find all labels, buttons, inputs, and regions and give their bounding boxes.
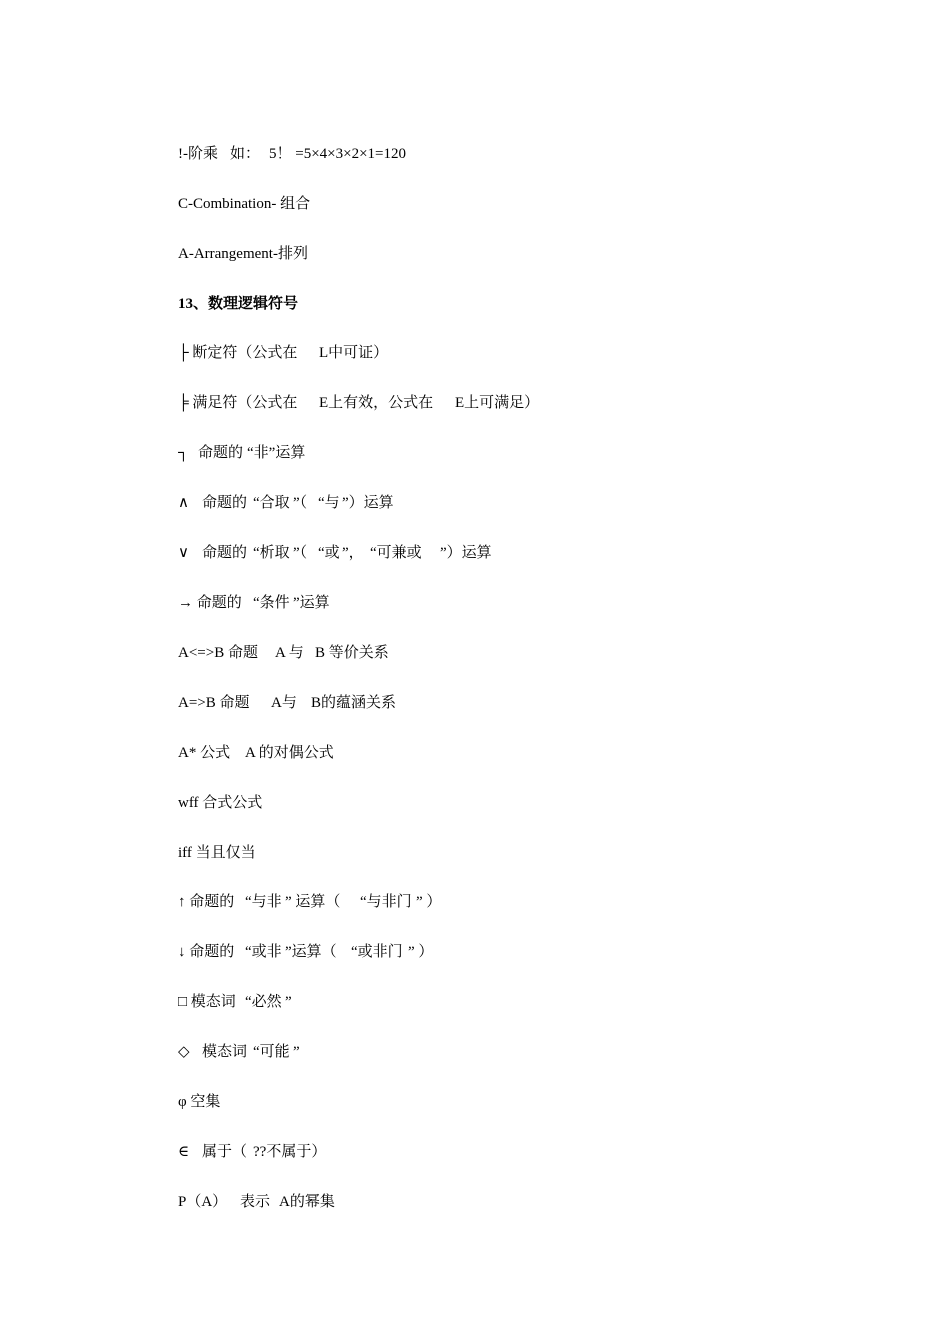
- line-text: P（A）: [178, 1194, 228, 1210]
- line-text: ”）运算: [342, 495, 394, 511]
- line-text: 如：: [230, 146, 261, 162]
- line-text: A-Arrangement-排列: [178, 246, 308, 262]
- line-text: ∨: [178, 545, 189, 561]
- line-text: iff 当且仅当: [178, 845, 256, 861]
- line-arrangement: [178, 245, 308, 299]
- line-text: φ 空集: [178, 1094, 221, 1110]
- line-text: ╞ 满足符（公式在: [178, 395, 298, 411]
- line-power-set: [178, 1193, 335, 1283]
- line-text: ”: [293, 1044, 300, 1060]
- line-text: “或: [318, 545, 340, 561]
- line-text: ”（: [293, 495, 308, 511]
- line-text: ” ）: [416, 894, 442, 910]
- line-text: A* 公式: [178, 745, 231, 761]
- section-heading: [178, 295, 299, 349]
- line-text: □ 模态词: [178, 994, 236, 1010]
- line-text: 模态词: [202, 1044, 248, 1060]
- line-text: ”运算（: [285, 944, 337, 960]
- line-text: “与非门: [360, 894, 412, 910]
- line-text: “可能: [253, 1044, 290, 1060]
- line-text: ↓ 命题的: [178, 944, 235, 960]
- line-text: 命题的: [202, 495, 248, 511]
- line-text: 属于（: [202, 1144, 248, 1160]
- line-combination: [178, 195, 311, 249]
- heading-text: 13、数理逻辑符号: [178, 296, 299, 312]
- line-text: “与: [318, 495, 340, 511]
- line-text: “必然: [245, 994, 282, 1010]
- line-text: ∧: [178, 495, 189, 511]
- line-text: A 与: [275, 645, 304, 661]
- line-text: “非”运算: [247, 445, 306, 461]
- line-text: L中可证）: [319, 345, 389, 361]
- line-text: ??不属于）: [253, 1144, 327, 1160]
- line-text: A<=>B 命题: [178, 645, 258, 661]
- line-text: ”，: [342, 545, 364, 561]
- line-text: A=>B 命题: [178, 695, 250, 711]
- line-iff: [178, 844, 256, 898]
- line-text: A的幂集: [279, 1194, 335, 1210]
- line-text: B的蕴涵关系: [311, 695, 397, 711]
- line-text: 命题的: [198, 445, 244, 461]
- line-text: ”: [285, 994, 292, 1010]
- line-text: ”）运算: [440, 545, 492, 561]
- line-text: ┐: [178, 445, 189, 461]
- line-text: ”运算: [293, 595, 330, 611]
- line-wff: [178, 794, 263, 848]
- line-text: “或非门: [351, 944, 403, 960]
- line-text: 表示: [240, 1194, 271, 1210]
- line-text: “可兼或: [370, 545, 422, 561]
- line-text: 5！ =5×4×3×2×1=120: [269, 146, 407, 162]
- line-text: A与: [271, 695, 297, 711]
- line-text: C-Combination- 组合: [178, 196, 311, 212]
- line-text: ◇: [178, 1044, 190, 1060]
- line-text: “或非: [245, 944, 282, 960]
- line-empty-set: [178, 1093, 221, 1147]
- line-text: 命题的: [202, 545, 248, 561]
- line-text: B 等价关系: [315, 645, 389, 661]
- line-text: → 命题的: [178, 595, 242, 611]
- line-text: ↑ 命题的: [178, 894, 235, 910]
- line-text: ∈: [178, 1144, 190, 1160]
- line-text: ” ）: [408, 944, 434, 960]
- line-text: “析取: [253, 545, 290, 561]
- line-text: E上有效，公式在: [319, 395, 434, 411]
- line-text: “与非: [245, 894, 282, 910]
- line-text: !-阶乘: [178, 146, 218, 162]
- line-text: wff 合式公式: [178, 795, 263, 811]
- line-text: A 的对偶公式: [245, 745, 334, 761]
- line-text: “合取: [253, 495, 290, 511]
- line-text: E上可满足）: [455, 395, 540, 411]
- line-text: ” 运算（: [285, 894, 341, 910]
- line-text: ”（: [293, 545, 308, 561]
- line-text: ├ 断定符（公式在: [178, 345, 298, 361]
- line-text: “条件: [253, 595, 290, 611]
